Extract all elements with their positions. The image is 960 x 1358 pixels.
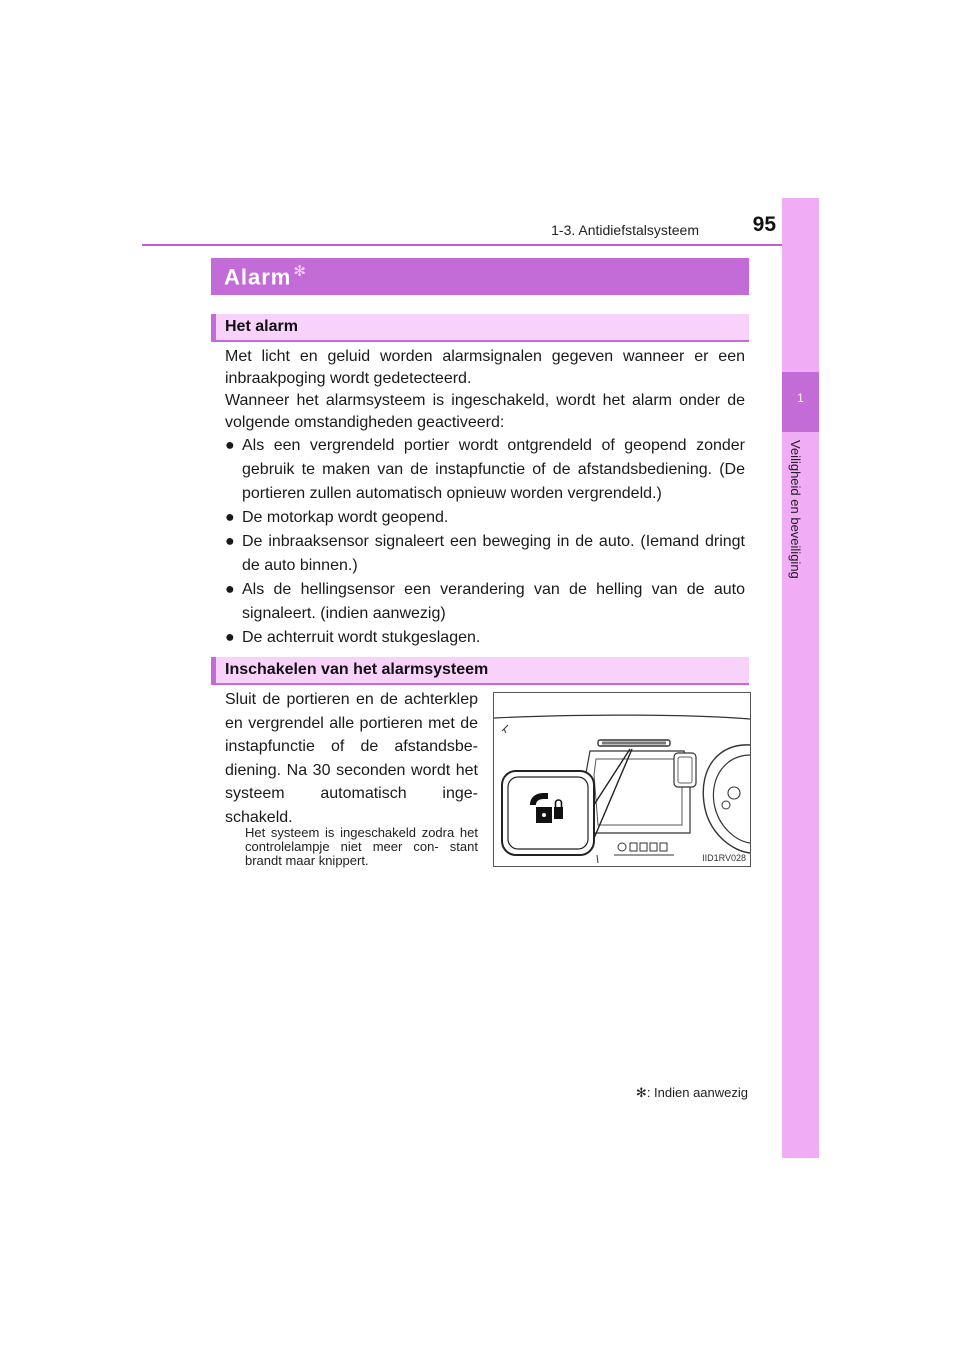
chapter-title: 1-3. Antidiefstalsysteem	[551, 222, 699, 238]
figure-code: IID1RV028	[702, 853, 746, 863]
footnote	[600, 1085, 748, 1101]
list-item: ● De inbraaksensor signaleert een beweging in de auto. (Iemand dringt de auto binnen.)	[225, 530, 745, 578]
bullet-dot-icon: ●	[225, 437, 235, 454]
header-rule	[142, 244, 819, 246]
subheading-enable-alarm: Inschakelen van het alarmsysteem	[225, 661, 489, 678]
bullet-dot-icon: ●	[225, 533, 235, 550]
conditions-list	[225, 434, 745, 650]
dashboard-drawing	[494, 693, 750, 866]
side-tab-label: Veiligheid en beveiliging	[788, 440, 803, 579]
list-item: ● De motorkap wordt geopend.	[225, 506, 745, 530]
footnote-text: : Indien aanwezig	[646, 1085, 748, 1100]
section-title-text: Alarm	[224, 264, 292, 290]
asterisk-marker-icon: ✻	[293, 263, 307, 280]
bullet-dot-icon: ●	[225, 629, 235, 646]
subheading-alarm: Het alarm	[225, 318, 298, 335]
list-item: ● De achterruit wordt stukgeslagen.	[225, 626, 745, 650]
page-number: 95	[752, 213, 776, 236]
asterisk-marker-icon: ✻	[635, 1085, 647, 1100]
side-tab-strip	[782, 198, 819, 1158]
subheading-bar-enable	[211, 657, 749, 683]
list-item: ● Als de hellingsensor een verandering van de helling van de auto signaleert. (indien aanwezig)	[225, 578, 745, 626]
conditions-paragraph: Wanneer het alarmsysteem is ingeschakeld, wordt het alarm onder de volgende omstandigheden geactiveerd:	[225, 392, 745, 431]
dashboard-illustration	[493, 692, 751, 867]
enable-instructions: Sluit de portieren en de achterklep en vergrendel alle portieren met de instapfunctie of de afstandsbe- diening. Na 30 seconden wordt het systeem automatisch inge- schakeld.	[225, 691, 478, 826]
bullet-dot-icon: ●	[225, 509, 235, 526]
intro-paragraph: Met licht en geluid worden alarmsignalen gegeven wanneer er een inbraakpoging wordt gedetecteerd.	[225, 348, 745, 387]
bullet-dot-icon: ●	[225, 581, 235, 598]
section-title	[224, 262, 307, 290]
list-item: ● Als een vergrendeld portier wordt ontgrendeld of geopend zonder gebruik te maken van de instapfunctie of de afstandsbediening. (De portieren zullen automatisch opnieuw worden vergrendeld.)	[225, 434, 745, 506]
subheading-bar-alarm	[211, 314, 749, 340]
indicator-note: Het systeem is ingeschakeld zodra het controlelampje niet meer con- stant brandt maar knippert.	[245, 825, 478, 868]
side-tab-number: 1	[797, 391, 804, 405]
